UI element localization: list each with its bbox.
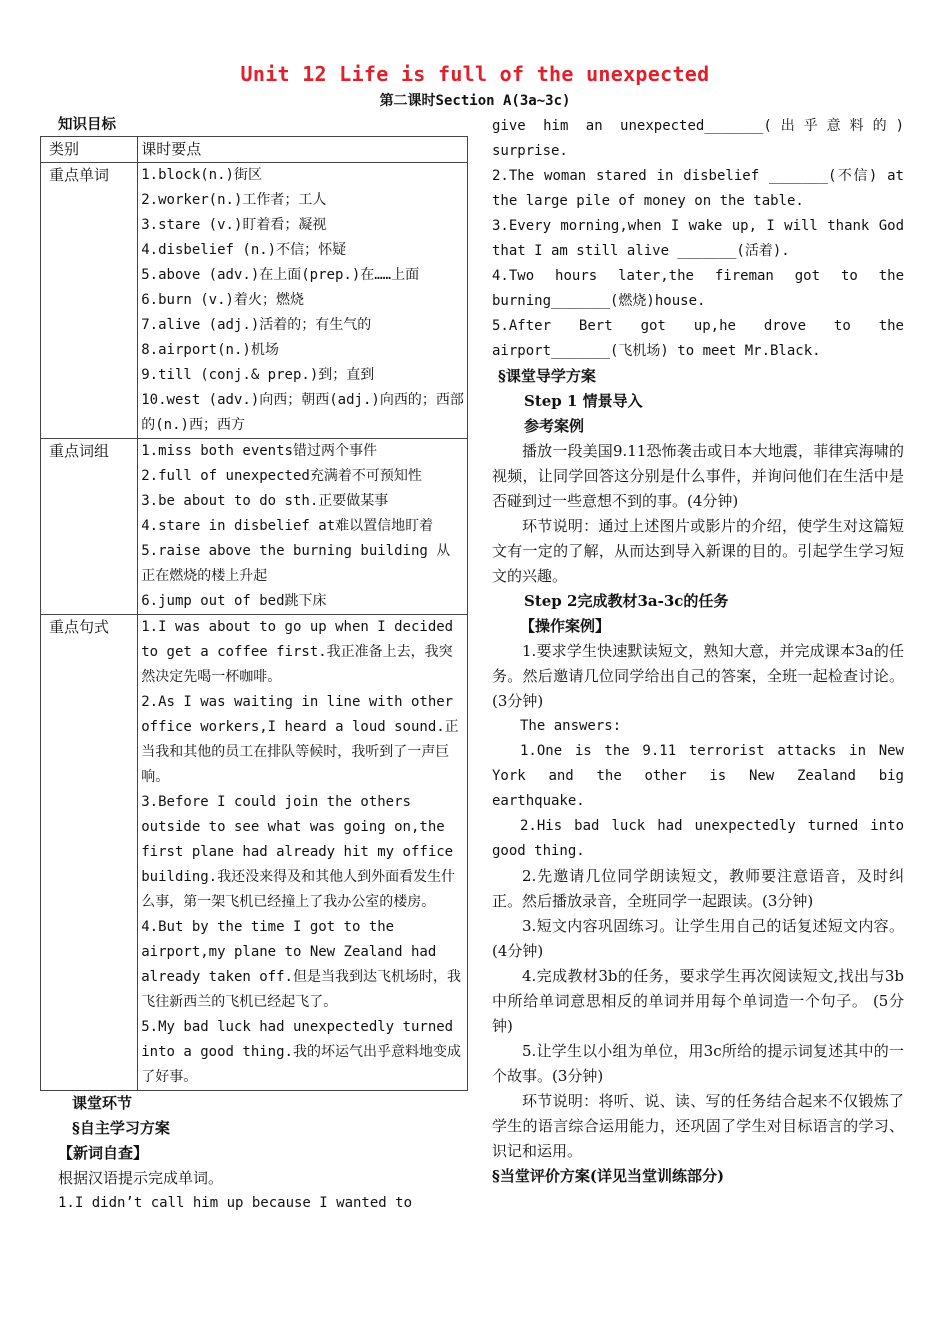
- list-item: 1.I was about to go up when I decided to get a coffee first.我正准备上去，我突然决定先喝一杯咖啡。: [141, 619, 454, 685]
- list-item: 5.raise above the burning building 从正在燃烧的楼上升起: [141, 543, 451, 584]
- step2-paragraph: 3.短文内容巩固练习。让学生用自己的话复述短文内容。(4分钟): [492, 917, 904, 960]
- exercise-item: 4.Two hours later,the fireman got to the burning_______(燃烧)house.: [492, 268, 904, 309]
- list-item: 3.Before I could join the others outside to see what was going on,the first plane had already hit my office building.我还没来得及和其他人到外面看发生什么事，第一架飞机已经撞上了我办公室的楼房。: [141, 794, 456, 910]
- list-item: 7.alive (adj.)活着的；有生气的: [141, 317, 372, 333]
- step2-paragraph: 2.先邀请几位同学朗读短文，教师要注意语音，及时纠正。然后播放录音，全班同学一起跟读。(3分钟): [492, 867, 904, 910]
- list-item: 6.jump out of bed跳下床: [141, 593, 327, 609]
- classroom-heading: 课堂环节: [72, 1094, 133, 1112]
- list-item: 4.But by the time I got to the airport,my plane to New Zealand had already taken off.但是当我到达飞机场时，我飞往新西兰的飞机已经起飞了。: [141, 919, 461, 1010]
- left-column: [40, 114, 468, 1216]
- step2-note: 环节说明：将听、说、读、写的任务结合起来不仅锻炼了学生的语言综合运用能力，还巩固了学生对目标语言的学习、识记和运用。: [492, 1092, 904, 1160]
- exercise-1-end: give him an unexpected_______(出乎意料的) surprise.: [492, 118, 904, 159]
- exercise-item: 2.The woman stared in disbelief _______(不信) at the large pile of money on the table.: [492, 168, 904, 209]
- step1-note: 环节说明：通过上述图片或影片的介绍，使学生对这篇短文有一定的了解，从而达到导入新课的目的。引起学生学习短文的兴趣。: [492, 517, 904, 585]
- answers-label: The answers:: [520, 718, 622, 734]
- table-row-phrases: [41, 439, 468, 615]
- table-row-words: [41, 163, 468, 439]
- table-header-row: [41, 137, 468, 163]
- list-item: 1.block(n.)街区: [141, 167, 262, 183]
- list-item: 3.stare (v.)盯着看；凝视: [141, 217, 327, 233]
- list-item: 2.As I was waiting in line with other office workers,I heard a loud sound.正当我和其他的员工在排队等候时，我听到了一声巨响。: [141, 694, 459, 785]
- exercise-item: 5.After Bert got up,he drove to the airport_______(飞机场) to meet Mr.Black.: [492, 318, 904, 359]
- list-item: 2.worker(n.)工作者；工人: [141, 192, 327, 208]
- points-cell: [138, 439, 468, 615]
- list-item: 4.stare in disbelief at难以置信地盯着: [141, 518, 434, 534]
- knowledge-heading: 知识目标: [58, 116, 116, 133]
- list-item: 5.above (adv.)在上面(prep.)在……上面: [141, 267, 420, 283]
- step1-ref: 参考案例: [524, 417, 585, 435]
- list-item: 4.disbelief (n.)不信；怀疑: [141, 242, 347, 258]
- step1-paragraph: 播放一段美国9.11恐怖袭击或日本大地震，菲律宾海啸的视频，让同学回答这分别是什么事件，并询问他们在生活中是否碰到过一些意想不到的事。(4分钟): [492, 442, 904, 510]
- right-column: [492, 114, 904, 1189]
- list-item: 9.till (conj.& prep.)到；直到: [141, 367, 375, 383]
- answer-item: 2.His bad luck had unexpectedly turned into good thing.: [492, 818, 904, 859]
- category-cell: 重点词组: [41, 439, 138, 615]
- list-item: 1.miss both events错过两个事件: [141, 443, 377, 459]
- answer-item: 1.One is the 9.11 terrorist attacks in New York and the other is New Zealand big earthquake.: [492, 743, 904, 809]
- list-item: 2.full of unexpected充满着不可预知性: [141, 468, 422, 484]
- page-title: Unit 12 Life is full of the unexpected: [240, 62, 710, 86]
- guide-heading: §课堂导学方案: [498, 367, 596, 385]
- category-cell: 重点句式: [41, 615, 138, 1091]
- category-cell: 重点单词: [41, 163, 138, 439]
- list-item: 5.My bad luck had unexpectedly turned into a good thing.我的坏运气出乎意料地变成了好事。: [141, 1019, 461, 1085]
- page-subtitle: 第二课时Section A(3a~3c): [379, 93, 571, 109]
- exercise-item: 3.Every morning,when I wake up, I will thank God that I am still alive _______(活着).: [492, 218, 904, 259]
- new-words-heading: 【新词自查】: [58, 1144, 149, 1162]
- evaluation-note: §当堂评价方案(详见当堂训练部分): [492, 1167, 725, 1185]
- exercise-1-start: 1.I didn’t call him up because I wanted to: [58, 1195, 413, 1211]
- knowledge-table: [40, 136, 468, 1091]
- step2-paragraph: 5.让学生以小组为单位，用3c所给的提示词复述其中的一个故事。(3分钟): [492, 1042, 904, 1085]
- col-category-header: 类别: [41, 137, 138, 163]
- table-row-sentences: [41, 615, 468, 1091]
- list-item: 6.burn (v.)着火；燃烧: [141, 292, 304, 308]
- list-item: 10.west (adv.)向西；朝西(adj.)向西的；西部的(n.)西；西方: [141, 392, 464, 433]
- instruction-text: 根据汉语提示完成单词。: [58, 1169, 224, 1187]
- list-item: 8.airport(n.)机场: [141, 342, 279, 358]
- step1-title: Step 1 情景导入: [524, 392, 643, 410]
- step2-title: Step 2完成教材3a-3c的任务: [524, 592, 729, 610]
- list-item: 3.be about to do sth.正要做某事: [141, 493, 389, 509]
- points-cell: [138, 615, 468, 1091]
- points-cell: [138, 163, 468, 439]
- self-study-heading: §自主学习方案: [72, 1119, 170, 1137]
- step2-case: 【操作案例】: [520, 617, 611, 635]
- step2-paragraph: 4.完成教材3b的任务，要求学生再次阅读短文,找出与3b中所给单词意思相反的单词并用每个单词造一个句子。 (5分钟): [492, 967, 904, 1035]
- col-points-header: 课时要点: [138, 137, 468, 163]
- step2-paragraph: 1.要求学生快速默读短文，熟知大意，并完成课本3a的任务。然后邀请几位同学给出自己的答案，全班一起检查讨论。(3分钟): [492, 642, 904, 710]
